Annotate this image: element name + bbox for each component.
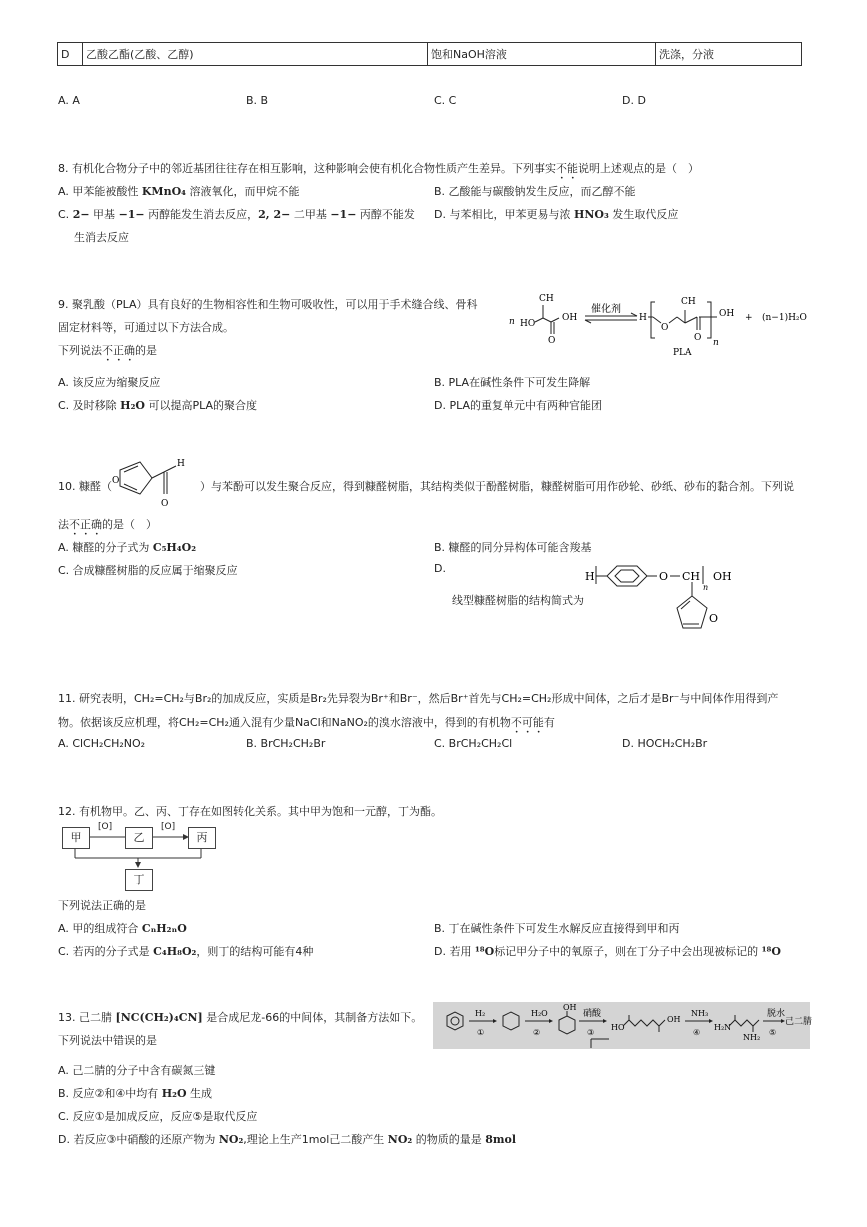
svg-text:O: O: [548, 336, 556, 346]
node-ding: 丁: [125, 869, 153, 891]
svg-text:OH: OH: [563, 1003, 577, 1012]
q9-option-c: C. 及时移除 H₂O 可以提高PLA的聚合度: [58, 399, 258, 412]
q12-option-b: B. 丁在碱性条件下可发生水解反应直接得到甲和丙: [434, 922, 680, 935]
q11-option-b: B. BrCH₂CH₂Br: [246, 737, 326, 750]
svg-text:O: O: [659, 570, 669, 583]
table-cell: 饱和NaOH溶液: [428, 43, 656, 66]
table-row: [58, 43, 802, 66]
q9-option-d: D. PLA的重复单元中有两种官能团: [434, 399, 603, 412]
svg-text:H: H: [177, 459, 185, 469]
q13-option-c: C. 反应①是加成反应，反应⑤是取代反应: [58, 1110, 258, 1123]
svg-text:OH: OH: [562, 313, 578, 323]
svg-text:H₂N: H₂N: [714, 1023, 732, 1032]
node-bing: 丙: [188, 827, 216, 849]
oxidation-label-2: [O]: [161, 822, 176, 832]
question-9-line1: 9. 聚乳酸（PLA）具有良好的生物相容性和生物可吸收性，可以用于手术缝合线、骨科: [58, 298, 478, 311]
oxidation-label-1: [O]: [98, 822, 113, 832]
adiponitrile-synthesis-scheme: [433, 1002, 813, 1049]
svg-text:(n−1)H₂O: (n−1)H₂O: [762, 313, 807, 323]
svg-text:n: n: [509, 317, 515, 327]
question-11-line1: 11. 研究表明，CH₂=CH₂与Br₂的加成反应，实质是Br₂先异裂为Br⁺和Br⁻，然后Br⁺首先与CH₂=CH₂形成中间体，之后才是Br⁻与中间体作用得到产: [58, 692, 779, 705]
q8-option-a: A. 甲苯能被酸性 KMnO₄ 溶液氧化，而甲烷不能: [58, 185, 300, 198]
furfural-structure: [100, 452, 195, 510]
svg-text:O: O: [694, 333, 702, 343]
svg-text:H: H: [585, 570, 595, 583]
svg-text:PLA: PLA: [673, 348, 692, 358]
option-d: D. D: [622, 94, 646, 107]
svg-text:CH: CH: [539, 294, 554, 304]
q10-option-a: A. 糠醛的分子式为 C₅H₄O₂: [58, 541, 197, 554]
q10-option-c: C. 合成糠醛树脂的反应属于缩聚反应: [58, 564, 238, 577]
svg-text:②: ②: [533, 1028, 541, 1037]
q11-option-d: D. HOCH₂CH₂Br: [622, 737, 708, 750]
svg-text:NH₃: NH₃: [691, 1009, 709, 1018]
svg-text:催化剂: 催化剂: [591, 304, 621, 315]
svg-text:CH: CH: [681, 297, 696, 307]
svg-text:OH: OH: [713, 570, 732, 583]
svg-text:O: O: [112, 476, 120, 486]
option-b: B. B: [246, 94, 269, 107]
question-9-line3: 下列说法不正确的是: [58, 344, 157, 357]
q8-option-b: B. 乙酸能与碳酸钠发生反应，而乙醇不能: [434, 185, 636, 198]
svg-text:n: n: [713, 338, 719, 348]
q9-option-b: B. PLA在碱性条件下可发生降解: [434, 376, 591, 389]
q13-option-d: D. 若反应③中硝酸的还原产物为 NO₂,理论上生产1mol己二酸产生 NO₂ 的物质的量是 8mol: [58, 1133, 517, 1146]
svg-text:OH: OH: [667, 1015, 681, 1024]
q11-option-c: C. BrCH₂CH₂Cl: [434, 737, 513, 750]
svg-text:④: ④: [693, 1028, 701, 1037]
question-11-line2: 物。依据该反应机理，将CH₂=CH₂通入混有少量NaCl和NaNO₂的溴水溶液中，得到的有机物不可能有: [58, 716, 555, 729]
question-13-line2: 下列说法中错误的是: [58, 1034, 157, 1047]
question-10-line2: 法不正确的是（ ）: [58, 518, 157, 531]
q10-option-d-caption: 线型糠醛树脂的结构简式为: [452, 594, 584, 607]
q12-option-d: D. 若用 ¹⁸O标记甲分子中的氧原子，则在丁分子中会出现被标记的 ¹⁸O: [434, 945, 781, 958]
question-13-line1: 13. 己二腈 [NC(CH₂)₄CN] 是合成尼龙-66的中间体，其制备方法如下。: [58, 1011, 423, 1024]
svg-text:脱水: 脱水: [767, 1009, 786, 1019]
svg-text:O: O: [709, 612, 719, 625]
svg-text:NH₂: NH₂: [743, 1033, 761, 1042]
svg-text:O: O: [161, 499, 169, 509]
question-8-stem: 8. 有机化合物分子中的邻近基团往往存在相互影响，这种影响会使有机化合物性质产生差异。下列事实不能说明上述观点的是（ ）: [58, 162, 699, 175]
svg-text:H: H: [639, 313, 647, 323]
q13-option-a: A. 己二腈的分子中含有碳氮三键: [58, 1064, 216, 1077]
pla-reaction-scheme: [505, 290, 815, 365]
furfural-resin-structure: [585, 560, 775, 645]
svg-text:⑤: ⑤: [769, 1028, 777, 1037]
option-c: C. C: [434, 94, 457, 107]
question-12-stem: 12. 有机物甲。乙、丙、丁存在如图转化关系。其中甲为饱和一元醇，丁为酯。: [58, 805, 442, 818]
svg-text:HO: HO: [520, 319, 536, 329]
q13-option-b: B. 反应②和④中均有 H₂O 生成: [58, 1087, 213, 1100]
q11-option-a: A. ClCH₂CH₂NO₂: [58, 737, 146, 750]
q8-option-d: D. 与苯相比，甲苯更易与浓 HNO₃ 发生取代反应: [434, 208, 679, 221]
table-cell: 洗涤，分液: [656, 43, 802, 66]
question-10-pre: 10. 糠醛（: [58, 480, 112, 493]
q8-option-c-cont: 生消去反应: [74, 231, 129, 244]
answer-table: [57, 42, 802, 66]
q10-option-b: B. 糠醛的同分异构体可能含羧基: [434, 541, 592, 554]
svg-text:+: +: [745, 313, 753, 323]
svg-text:OH: OH: [719, 309, 735, 319]
node-jia: 甲: [62, 827, 90, 849]
option-a: A. A: [58, 94, 80, 107]
table-cell: 乙酸乙酯(乙酸、乙醇): [83, 43, 428, 66]
svg-text:①: ①: [477, 1028, 485, 1037]
question-9-line2: 固定材料等，可通过以下方法合成。: [58, 321, 234, 334]
question-10-post: ）与苯酚可以发生聚合反应，得到糠醛树脂，其结构类似于酚醛树脂，糠醛树脂可用作砂轮、砂纸、砂布的黏合剂。下列说: [200, 480, 794, 493]
q12-option-a: A. 甲的组成符合 CₙH₂ₙO: [58, 922, 187, 935]
q12-prompt: 下列说法正确的是: [58, 899, 146, 912]
svg-text:CH: CH: [682, 570, 701, 583]
q10-option-d: D.: [434, 562, 446, 575]
svg-text:H₂: H₂: [475, 1009, 486, 1018]
svg-text:③: ③: [587, 1028, 595, 1037]
svg-text:n: n: [703, 583, 709, 592]
svg-text:硝酸: 硝酸: [583, 1009, 602, 1019]
svg-text:O: O: [661, 323, 669, 333]
svg-text:HO: HO: [611, 1023, 625, 1032]
node-yi: 乙: [125, 827, 153, 849]
q9-option-a: A. 该反应为缩聚反应: [58, 376, 161, 389]
svg-text:H₂O: H₂O: [531, 1009, 548, 1018]
table-cell: D: [58, 43, 83, 66]
q8-option-c: C. 2− 甲基 −1− 丙醇能发生消去反应，2, 2− 二甲基 −1− 丙醇不能发: [58, 208, 415, 221]
q12-option-c: C. 若丙的分子式是 C₄H₈O₂，则丁的结构可能有4种: [58, 945, 314, 958]
svg-text:己二腈: 己二腈: [785, 1017, 813, 1027]
